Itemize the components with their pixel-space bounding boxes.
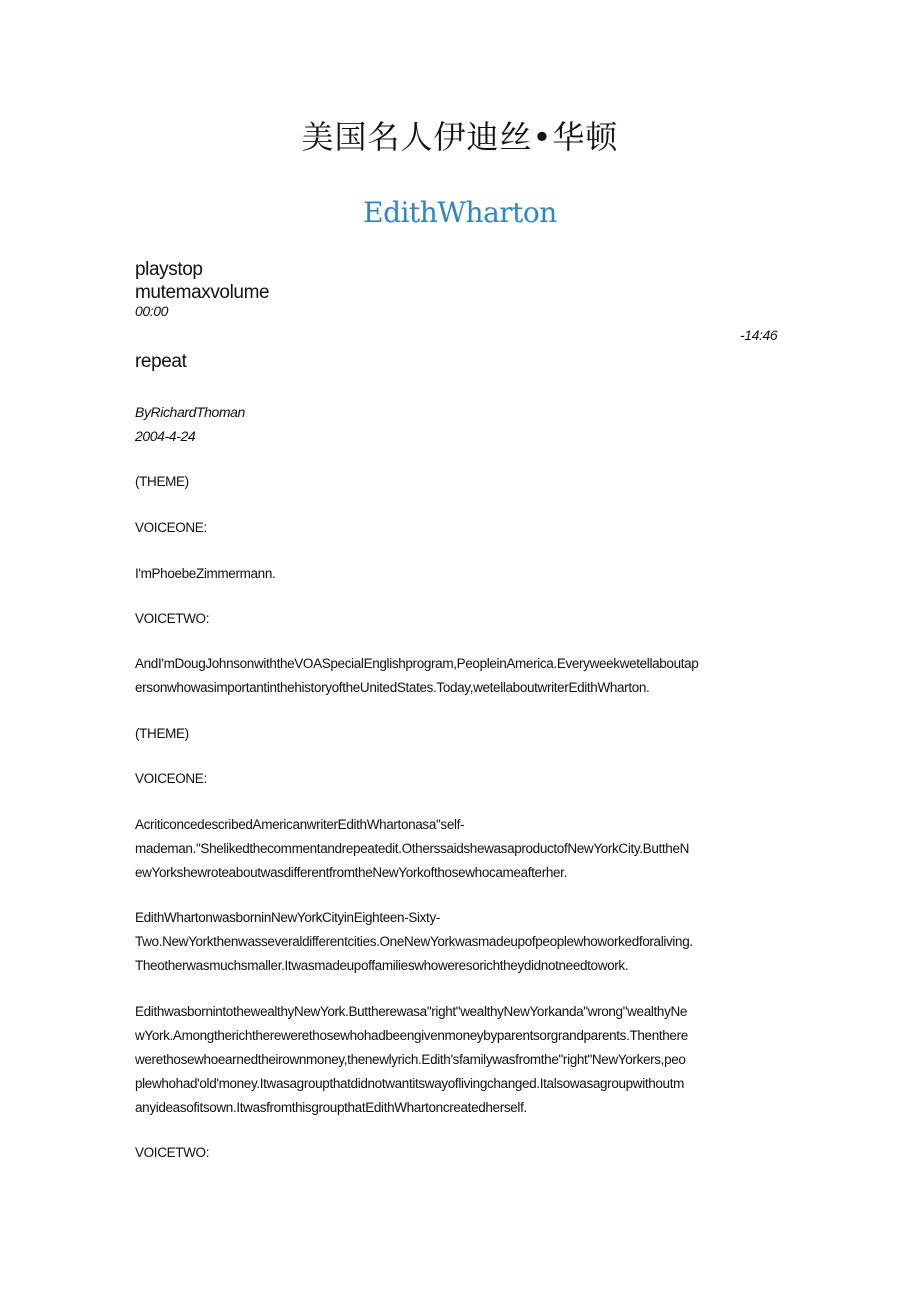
current-time: 00:00: [135, 303, 169, 319]
paragraph-line: ewYorkshewroteaboutwasdifferentfromtheNewYorkofthosewhocameafterher.: [135, 865, 567, 880]
byline-author: ByRichardThoman: [135, 404, 245, 420]
byline-date: 2004-4-24: [135, 428, 196, 444]
paragraph-line: plewhohad'old'money.Itwasagroupthatdidnotwantitswayoflivingchanged.Italsowasagroupwithoutm: [135, 1076, 685, 1091]
paragraph-line: AcriticoncedescribedAmericanwriterEdithWhartonasa"self-: [135, 817, 465, 832]
paragraph-line: Two.NewYorkthenwasseveraldifferentcities.OneNewYorkwasmadeupofpeoplewhoworkedforaliving.: [135, 934, 693, 949]
paragraph-line: wYork.Amongtherichtherewerethosewhohadbeengivenmoneybyparentsorgrandparents.Thenthere: [135, 1028, 688, 1043]
paragraph-text: [135, 906, 785, 978]
speaker-label: VOICEONE:: [135, 771, 207, 786]
page-title-english: EdithWharton: [363, 196, 557, 229]
paragraph-line: AndI'mDougJohnsonwiththeVOASpecialEnglishprogram,PeopleinAmerica.Everyweekwetellaboutap: [135, 656, 699, 671]
speaker-label: VOICETWO:: [135, 1145, 210, 1160]
speaker-label: VOICETWO:: [135, 611, 210, 626]
remaining-time: -14:46: [740, 327, 778, 343]
paragraph-line: Theotherwasmuchsmaller.Itwasmadeupoffamilieswhoweresorichtheydidnotneedtowork.: [135, 958, 629, 973]
paragraph-line: EdithWhartonwasborninNewYorkCityinEighteen-Sixty-: [135, 910, 440, 925]
theme-label: (THEME): [135, 726, 189, 741]
paragraph-text: [135, 1000, 785, 1120]
paragraph-line: werethosewhoearnedtheirownmoney,thenewlyrich.Edith'sfamilywasfromthe"right"NewYorkers,peo: [135, 1052, 686, 1067]
speaker-label: VOICEONE:: [135, 520, 207, 535]
paragraph-text: [135, 813, 785, 885]
repeat-control[interactable]: repeat: [135, 351, 187, 372]
paragraph-line: ersonwhowasimportantinthehistoryoftheUnitedStates.Today,wetellaboutwriterEdithWharton.: [135, 680, 650, 695]
play-stop-controls[interactable]: playstop: [135, 259, 203, 280]
paragraph-text: I'mPhoebeZimmermann.: [135, 566, 276, 581]
paragraph-line: EdithwasbornintothewealthyNewYork.Buttherewasa"right"wealthyNewYorkanda"wrong"wealthyNe: [135, 1004, 688, 1019]
paragraph-line: anyideasofitsown.ItwasfromthisgroupthatEdithWhartoncreatedherself.: [135, 1100, 527, 1115]
mute-volume-controls[interactable]: mutemaxvolume: [135, 282, 270, 303]
paragraph-text: [135, 652, 785, 700]
page-title-chinese: 美国名人伊迪丝•华顿: [301, 118, 619, 156]
theme-label: (THEME): [135, 474, 189, 489]
paragraph-line: mademan."Shelikedthecommentandrepeatedit.OtherssaidshewasaproductofNewYorkCity.ButtheN: [135, 841, 690, 856]
